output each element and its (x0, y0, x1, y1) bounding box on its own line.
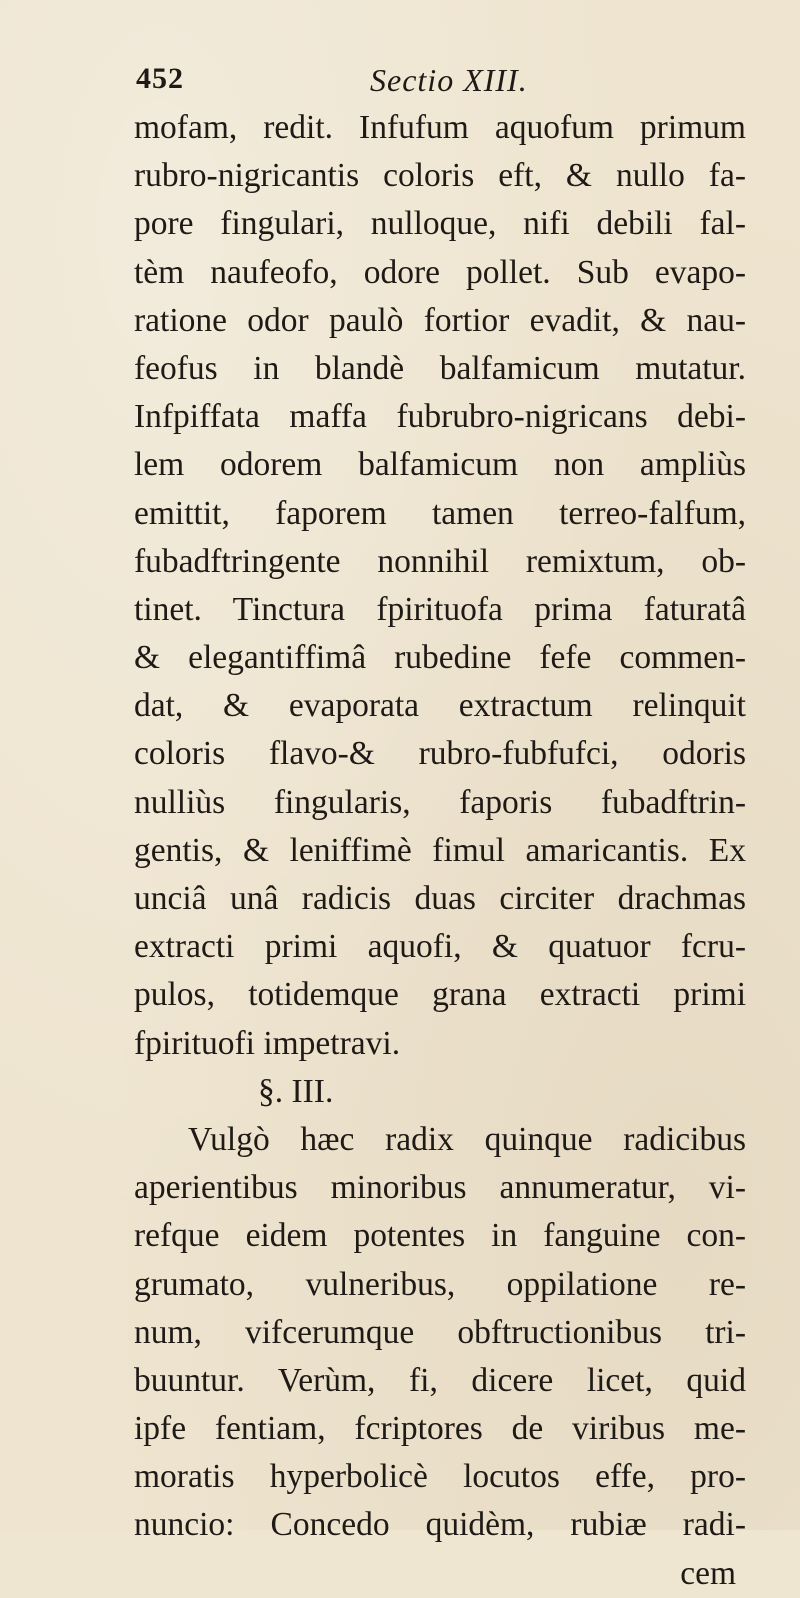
running-title: Sectio XIII. (370, 62, 528, 98)
text-line: aperientibus minoribus annumeratur, vi- (134, 1169, 746, 1207)
catchword: cem (680, 1554, 736, 1592)
text-line: feofus in blandè balfamicum mutatur. (134, 349, 746, 387)
page-header (136, 62, 736, 102)
text-line: grumato, vulneribus, oppilatione re- (134, 1265, 746, 1303)
body-text (134, 104, 746, 1598)
text-line: fubadftringente nonnihil remixtum, ob- (134, 542, 746, 580)
text-line: gentis, & leniffimè fimul amaricantis. Ex (134, 831, 746, 869)
page-number: 452 (136, 62, 184, 95)
text-line: nuncio: Concedo quidèm, rubiæ radi- (134, 1506, 746, 1544)
text-line: tèm naufeofo, odore pollet. Sub evapo- (134, 253, 746, 291)
text-line: dat, & evaporata extractum relinquit (134, 687, 746, 725)
text-line: ipfe fentiam, fcriptores de viribus me- (134, 1410, 746, 1448)
text-line: rubro-nigricantis coloris eft, & nullo fa- (134, 157, 746, 195)
text-line: moratis hyperbolicè locutos effe, pro- (134, 1458, 746, 1496)
section-heading: §. III. (258, 1072, 334, 1110)
text-line: Infpiffata maffa fubrubro-nigricans debi- (134, 398, 746, 436)
paragraph-1 (134, 104, 746, 1068)
text-line: num, vifcerumque obftructionibus tri- (134, 1313, 746, 1351)
text-line: pulos, totidemque grana extracti primi (134, 976, 746, 1014)
text-line: ratione odor paulò fortior evadit, & nau- (134, 301, 746, 339)
text-line: emittit, faporem tamen terreo-falfum, (134, 494, 746, 532)
text-line: & elegantiffimâ rubedine fefe commen- (134, 639, 746, 677)
text-line: unciâ unâ radicis duas circiter drachmas (134, 880, 746, 917)
text-line: coloris flavo-& rubro-fubfufci, odoris (134, 735, 746, 773)
text-line: mofam, redit. Infufum aquofum primum (134, 109, 746, 146)
text-line: fpirituofi impetravi. (134, 1024, 401, 1062)
text-line: tinet. Tinctura fpirituofa prima faturatâ (134, 590, 746, 628)
text-line: refque eidem potentes in fanguine con- (134, 1217, 746, 1255)
text-line: extracti primi aquofi, & quatuor fcru- (134, 928, 746, 966)
text-line: buuntur. Verùm, fi, dicere licet, quid (134, 1361, 746, 1399)
text-line: lem odorem balfamicum non ampliùs (134, 446, 746, 484)
text-line: nulliùs fingularis, faporis fubadftrin- (134, 783, 746, 821)
text-line: pore fingulari, nulloque, nifi debili fal- (134, 205, 746, 243)
text-line: Vulgò hæc radix quinque radicibus (188, 1120, 746, 1158)
paragraph-2 (134, 1116, 746, 1550)
